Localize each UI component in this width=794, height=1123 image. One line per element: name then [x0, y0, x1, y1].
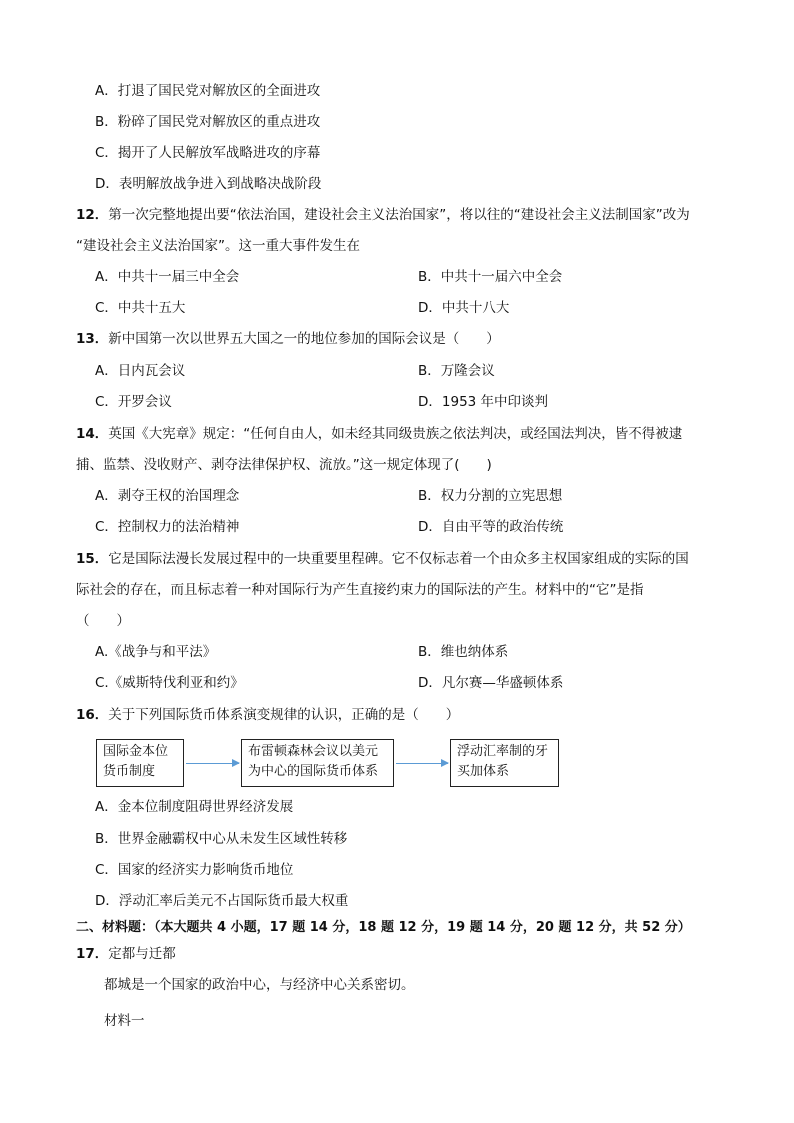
flow-box-gold-standard-line2: 货币制度 — [103, 764, 156, 779]
q14-option-b: B．权力分割的立宪思想 — [418, 488, 563, 504]
q16-option-b: B．世界金融霸权中心从未发生区域性转移 — [95, 831, 348, 847]
q14-option-a: A．剥夺王权的治国理念 — [95, 488, 240, 504]
q16-number: 16． — [76, 707, 109, 723]
q15-option-b: B．维也纳体系 — [418, 644, 509, 660]
q17-intro: 都城是一个国家的政治中心，与经济中心关系密切。 — [104, 977, 415, 993]
q14-stem-line1: 英国《大宪章》规定：“任何自由人，如未经其同级贵族之依法判决，或经国法判决，皆不得被逮 — [108, 426, 683, 442]
q15-option-c: C.《威斯特伐利亚和约》 — [95, 675, 244, 691]
q13-option-b: B．万隆会议 — [418, 363, 495, 379]
q14-option-c: C．控制权力的法治精神 — [95, 519, 240, 535]
q16-stem — [76, 705, 459, 725]
q11-option-a: A．打退了国民党对解放区的全面进攻 — [95, 83, 321, 99]
q15-option-a: A.《战争与和平法》 — [95, 644, 217, 660]
flow-box-jamaica — [450, 739, 559, 787]
q14-option-d: D．自由平等的政治传统 — [418, 519, 564, 535]
flow-box-bretton-woods-line2: 为中心的国际货币体系 — [248, 764, 379, 779]
q16-option-d: D．浮动汇率后美元不占国际货币最大权重 — [95, 893, 349, 909]
q14-stem-line2: 捕、监禁、没收财产、剥夺法律保护权、流放。”这一规定体现了( ) — [76, 457, 492, 473]
flow-box-gold-standard-line1: 国际金本位 — [103, 744, 169, 759]
flow-box-bretton-woods — [241, 739, 394, 787]
q14-number: 14． — [76, 426, 109, 442]
q15-stem-line1: 它是国际法漫长发展过程中的一块重要里程碑。它不仅标志着一个由众多主权国家组成的实际的国 — [108, 551, 689, 567]
flow-arrow-2 — [396, 763, 448, 764]
q17-material-label: 材料一 — [104, 1013, 145, 1029]
q16-option-c: C．国家的经济实力影响货币地位 — [95, 862, 294, 878]
q17-title: 定都与迁都 — [108, 946, 176, 962]
q14-stem — [76, 424, 682, 444]
q15-number: 15． — [76, 551, 109, 567]
q15-stem-line3: （ ） — [76, 613, 130, 629]
flow-box-jamaica-line2: 买加体系 — [457, 764, 510, 779]
q12-stem — [76, 205, 690, 225]
section2-title: 二、材料题：（本大题共 4 小题，17 题 14 分，18 题 12 分，19 题 14 分，20 题 12 分，共 52 分） — [76, 920, 691, 935]
flow-box-gold-standard — [96, 739, 184, 787]
flow-box-jamaica-line1: 浮动汇率制的牙 — [457, 744, 549, 759]
q13-stem — [76, 329, 500, 349]
q12-option-d: D．中共十八大 — [418, 300, 510, 316]
q17-number: 17． — [76, 946, 109, 962]
flow-box-bretton-woods-line1: 布雷顿森林会议以美元 — [248, 744, 379, 759]
q13-number: 13． — [76, 331, 109, 347]
q12-option-c: C．中共十五大 — [95, 300, 186, 316]
q11-option-b: B．粉碎了国民党对解放区的重点进攻 — [95, 114, 321, 130]
q12-number: 12． — [76, 207, 109, 223]
q15-stem-line2: 际社会的存在，而且标志着一种对国际行为产生直接约束力的国际法的产生。材料中的“它”是指 — [76, 582, 644, 598]
q13-stem-text: 新中国第一次以世界五大国之一的地位参加的国际会议是（ ） — [108, 331, 500, 347]
q12-option-b: B．中共十一届六中全会 — [418, 269, 563, 285]
q12-stem-line1: 第一次完整地提出要“依法治国，建设社会主义法治国家”，将以往的“建设社会主义法制国家”改为 — [108, 207, 690, 223]
q12-option-a: A．中共十一届三中全会 — [95, 269, 240, 285]
q13-option-c: C．开罗会议 — [95, 394, 172, 410]
q16-stem-text: 关于下列国际货币体系演变规律的认识，正确的是（ ） — [108, 707, 460, 723]
q16-option-a: A．金本位制度阻碍世界经济发展 — [95, 799, 294, 815]
q12-stem-line2: “建设社会主义法治国家”。这一重大事件发生在 — [76, 238, 360, 254]
q17-heading — [76, 944, 176, 964]
q13-option-d: D．1953 年中印谈判 — [418, 394, 549, 410]
flow-arrow-1 — [186, 763, 239, 764]
q11-option-d: D．表明解放战争进入到战略决战阶段 — [95, 176, 322, 192]
q15-stem — [76, 549, 689, 569]
q13-option-a: A．日内瓦会议 — [95, 363, 186, 379]
q11-option-c: C．揭开了人民解放军战略进攻的序幕 — [95, 145, 321, 161]
q15-option-d: D．凡尔赛—华盛顿体系 — [418, 675, 564, 691]
